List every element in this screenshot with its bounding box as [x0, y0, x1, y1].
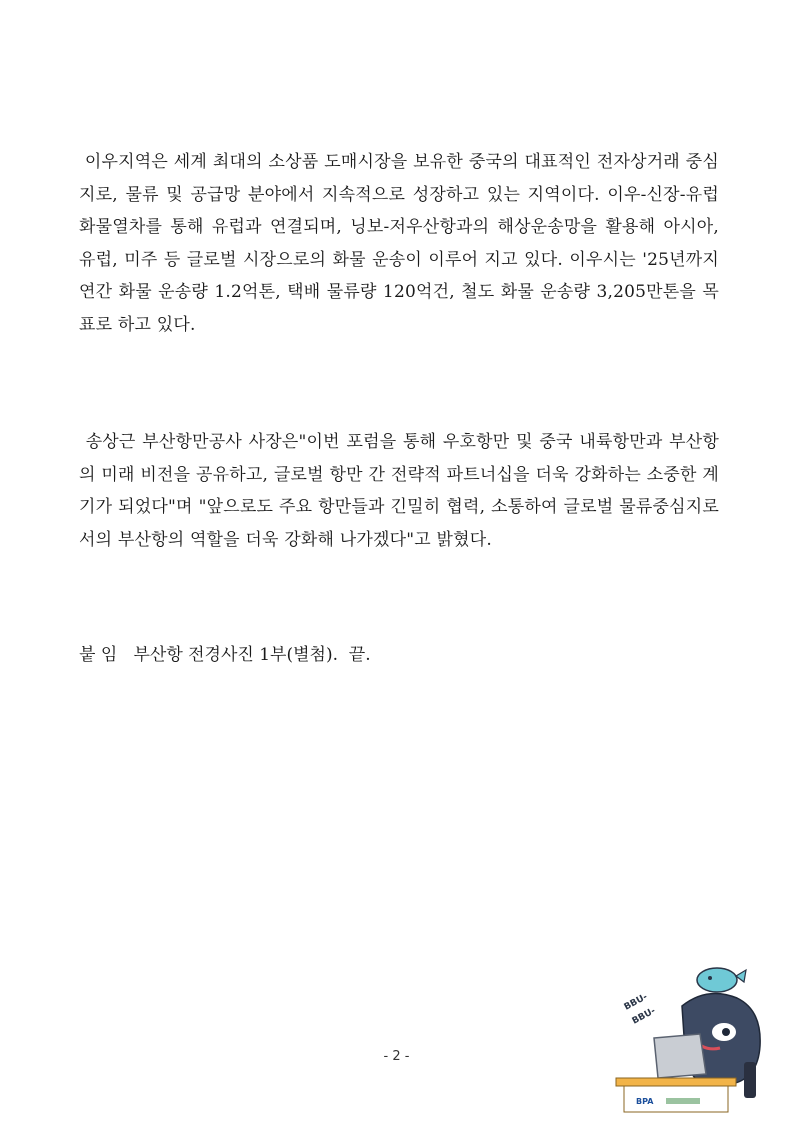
paragraph-ceo-quote: 송상근 부산항만공사 사장은"이번 포럼을 통해 우호항만 및 중국 내륙항만과 부산항의 미래 비전을 공유하고, 글로벌 항만 간 전략적 파트너십을 더욱 강화하는 소중한 계기가 되었다"며 "앞으로도 주요 항만들과 긴밀히 협력, 소통하여 글로벌 물류중심지로서의 부산항의 역할을 더욱 강화해 나가겠다"고 밝혔다.: [79, 432, 719, 550]
small-whale-icon: [697, 968, 737, 992]
attachment-label: 붙 임: [79, 645, 118, 665]
sound-text-1: BBU-: [622, 992, 650, 1013]
bpa-mascot-illustration: [612, 966, 772, 1116]
attachment-line: [79, 640, 371, 670]
attachment-text: 부산항 전경사진 1부(별첨). 끝.: [133, 645, 371, 665]
paragraph-yiwu: 이우지역은 세계 최대의 소상품 도매시장을 보유한 중국의 대표적인 전자상거래 중심지로, 물류 및 공급망 분야에서 지속적으로 성장하고 있는 지역이다. 이우-신장-유럽 화물열차를 통해 유럽과 연결되며, 닝보-저우산항과의 해상운송망을 활용해 아시아, 유럽, 미주 등 글로벌 시장으로의 화물 운송이 이루어 지고 있다. 이우시는 '25년까지 연간 화물 운송량 1.2억톤, 택배 물류량 120억건, 철도 화물 운송량 3,205만톤을 목표로 하고 있다.: [79, 152, 725, 335]
page-number: - 2 -: [383, 1049, 410, 1064]
sound-text-2: BBU-: [630, 1006, 658, 1027]
desk-logo: BPA: [636, 1097, 654, 1106]
